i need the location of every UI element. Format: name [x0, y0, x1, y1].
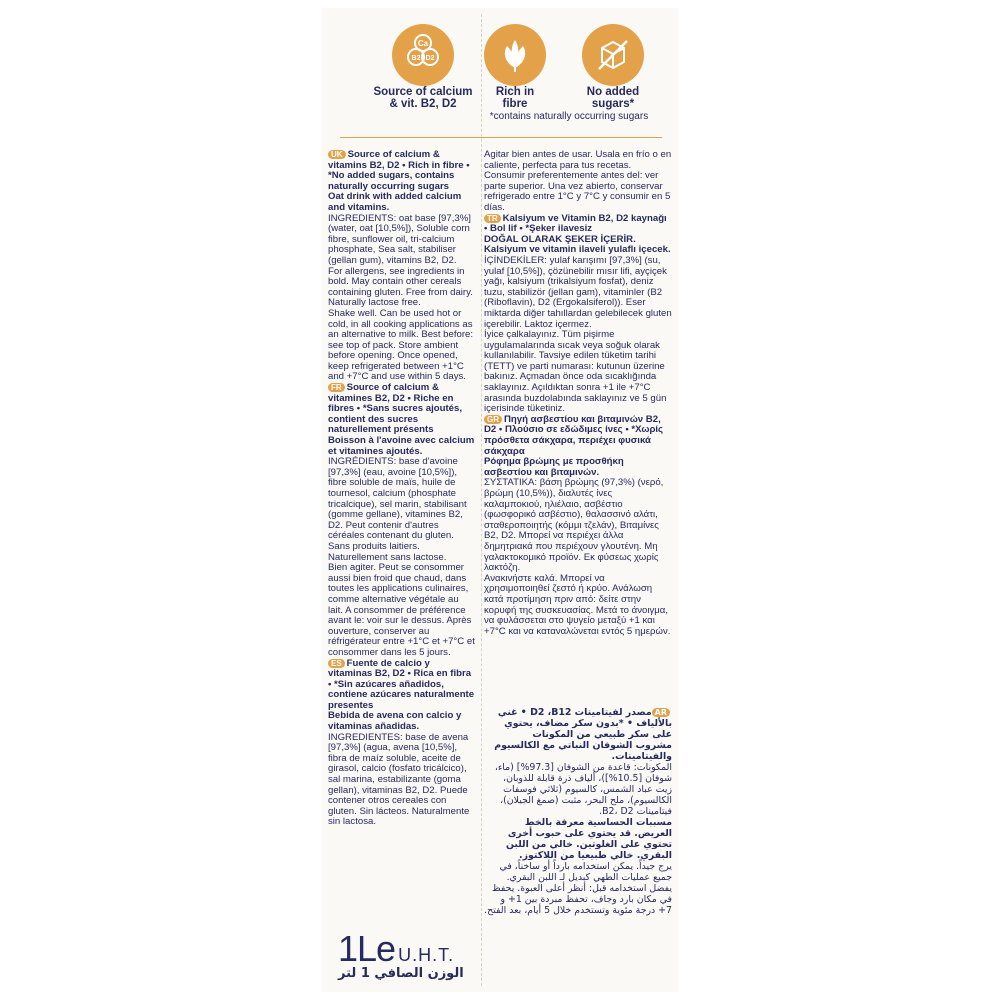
badge-b2-text: B2	[411, 55, 421, 62]
fr-ingredients: INGRÉDIENTS: base d'avoine [97,3%] (eau, avoine [10,5%]), fibre soluble de maïs, huile de tournesol, calcium (phosphate tricalcique), sel marin, stabilisant (gomme gellane), vitamines B2, D2. Peut contenir d'autres céréales contenant du gluten. Sans produits laitiers. Naturellement sans lactose.	[328, 456, 467, 563]
gr-usage: Ανακινήστε καλά. Μπορεί να χρησιμοποιηθεί ζεστό ή κρύο. Ανάλωση κατά προτίμηση πριν από: δείτε στην κορυφή της συσκευασίας. Μετά το άνοιγμα, να φυλάσσεται στο ψυγείο μεταξύ +1 και +7°C και να καταναλώνεται εντός 5 ημερών.	[484, 572, 671, 637]
fr-claims-text: Source of calcium & vitamines B2, D2 • Riche en fibres • *Sans sucres ajoutés, contient des sucres naturellement présents	[328, 382, 462, 436]
ar-product-name: مشروب الشوفان النباتي مع الكالسيوم والفيتامينات.	[494, 740, 672, 762]
badge-d2-text: D2	[425, 55, 435, 62]
volume-amount: 1L	[338, 928, 377, 969]
arabic-text-block	[484, 707, 672, 985]
no-added-sugar-icon	[582, 24, 644, 86]
estimated-sign: e	[376, 928, 396, 969]
claim-no-sugar-label: No added sugars*	[586, 86, 640, 110]
ar-allergens: مسببات الحساسية معرفة بالخط العريض. قد يحتوي على حبوب أخرى تحتوي على الغلوتين. خالي من اللبن البقري. خالي طبيعيا من اللاكتوز.	[505, 817, 672, 861]
volume-mark	[338, 928, 454, 970]
uk-usage: Shake well. Can be used hot or cold, in all cooking applications as an alternative to milk. Best before: see top of pack. Store ambient before opening. Once opened, keep refrigerated between +1°C and +7°C and use within 5 days.	[328, 307, 474, 383]
ar-claims	[484, 707, 672, 740]
uk-claims-text: Source of calcium & vitamins B2, D2 • Rich in fibre • *No added sugars, contains naturally occurring sugars	[328, 150, 470, 192]
tr-ingredients: İÇİNDEKİLER: yulaf karışımı [97,3%] (su, yulaf [10,5%]), çözünebilir mısır lifi, ayçiçek yağı, kalsiyum (trikalsiyum fosfat), deniz tuzu, stabilizör (jellan gam), vitaminler (B2 (Riboflavin), D2 (Ergokalsiferol)). Eser miktarda diğer tahıllardan gelebilecek gluten içerebilir. Laktoz içermez.	[484, 254, 672, 330]
ar-claims-text: مصدر لفيتامينات D2 ،B12 • غني بالألياف • *بدون سكر مضاف، يحتوي على سكر طبيعي من المكونات	[497, 707, 672, 740]
lang-badge-tr: TR	[484, 214, 501, 223]
claim-calcium-label: Source of calcium & vit. B2, D2	[373, 86, 473, 110]
lang-badge-es: ES	[328, 659, 345, 668]
lang-badge-ar: AR	[652, 708, 670, 717]
claim-fibre-label: Rich in fibre	[495, 86, 535, 110]
fr-product-name: Boisson à l'avoine avec calcium et vitamines ajoutés.	[328, 435, 475, 457]
es-product-name: Bebida de avena con calcio y vitaminas añadidas.	[328, 710, 462, 733]
uk-claims	[328, 150, 476, 192]
tr-product-name: DOĞAL OLARAK ŞEKER İÇERİR. Kalsiyum ve vitamin ilaveli yulaflı içecek.	[484, 233, 671, 256]
uk-ingredients: INGREDIENTS: oat base [97,3%] (water, oat [10,5%]), Soluble corn fibre, sunflower oil, tri-calcium phosphate, Sea salt, stabiliser (gellan gum), vitamins B2, D2.	[328, 212, 471, 266]
tr-claims	[484, 214, 672, 235]
gr-claims-text: Πηγή ασβεστίου και βιταμινών B2, D2 • Πλούσιο σε εδώδιμες ίνες • *Χωρίς πρόσθετα σάκχαρα, περιέχει φυσικά σάκχαρα	[484, 413, 664, 457]
es-ingredients: INGREDIENTES: base de avena [97,3%] (agua, avena [10,5%], fibra de maíz soluble, aceite de girasol, calcio (fosfato tricálcico), sal marina, estabilizante (goma gellan), vitaminas B2, D2. Puede contener otros cereales con gluten. Sin lácteos. Naturalmente sin lactosa.	[328, 731, 470, 828]
es-claims	[328, 659, 476, 712]
net-weight-arabic: الوزن الصافي 1 لتر	[338, 966, 464, 981]
es-claims-text: Fuente de calcio y vitaminas B2, D2 • Rica en fibra • *Sin azúcares añadidos, contiene azúcares naturalmente presentes	[328, 657, 475, 711]
uk-allergens: For allergens, see ingredients in bold. May contain other cereals containing gluten. Free from dairy. Naturally lactose free.	[328, 265, 473, 309]
left-text-column	[328, 150, 476, 925]
gr-ingredients: ΣΥΣΤΑΤΙΚΑ: βάση βρώμης (97,3%) (νερό, βρώμη (10,5%)), διαλυτές ίνες καλαμποκιού, ηλιέλαιο, ασβέστιο (φωσφορικό ασβέστιο), θαλασσινό αλάτι, σταθεροποιητής (κόμμι τζελάν), Βιταμίνες B2, D2. Μπορεί να περιέχει άλλα δημητριακά που περιέχουν γλουτένη. Μη γαλακτοκομικό προϊόν. Εκ φύσεως χωρίς λακτόζη.	[484, 477, 664, 574]
badge-ca-text: Ca	[417, 39, 429, 48]
tr-usage: İyice çalkalayınız. Tüm pişirme uygulamalarında sıcak veya soğuk olarak kullanılabilir. Tavsiye edilen tüketim tarihi (TETT) ve parti numarası: kutunun üzerine bakınız. Açmadan önce oda sıcaklığında saklayınız. Açıldıktan sonra +1 ile +7°C arasında buzdolabında saklayınız ve 5 gün içerisinde tüketiniz.	[484, 329, 667, 415]
gr-claims	[484, 415, 672, 457]
lang-badge-uk: UK	[328, 150, 346, 159]
es-usage: Agitar bien antes de usar. Úsala en frío o en caliente, perfecta para tus recetas. Consumir preferentemente antes del: ver parte superior. Una vez abierto, conservar refrigerado entre 1°C y 7°C y consumir en 5 días.	[484, 150, 672, 213]
lang-badge-fr: FR	[328, 383, 345, 392]
calcium-vitamin-icon	[392, 24, 454, 86]
lang-badge-gr: GR	[484, 415, 502, 424]
accent-divider	[340, 137, 662, 138]
uht-label: U.H.T.	[398, 945, 455, 965]
right-text-column	[484, 150, 672, 705]
fr-claims	[328, 383, 476, 436]
fold-line	[481, 14, 482, 986]
sugar-footnote: *contains naturally occurring sugars	[489, 111, 649, 122]
ar-ingredients: المكونات: قاعدة من الشوفان [97.3%] (ماء، شوفان [10.5%])، ألياف ذرة قابلة للذوبان، زيت عباد الشمس، كالسيوم (ثلاثي فوسفات الكالسيوم)، ملح البحر، مثبت (صمغ الجيلان)، فيتامينات B2، D2.	[494, 762, 672, 817]
uk-product-name: Oat drink with added calcium and vitamins.	[328, 191, 462, 213]
ar-usage: يرج جيداً. يمكن استخدامه بارداً أو ساخناً، في جميع عمليات الطهي كبديل لـ اللبن البقري. يفضل استخدامه قبل: أنظر أعلى العبوة. يحفظ في مكان بارد وجاف، تحفظ مبردة بين 1+ و 7+ درجة مئوية وتستخدم خلال 5 أيام، بعد الفتح.	[484, 861, 672, 916]
gr-product-name: Ρόφημα βρώμης με προσθήκη ασβεστίου και βιταμινών.	[484, 456, 624, 478]
fr-usage: Bien agiter. Peut se consommer aussi bien froid que chaud, dans toutes les applications culinaires, comme alternative végétale au lait. A consommer de préférence avant le: voir sur le dessus. Après ouverture, conserver au réfrigérateur entre +1°C et +7°C et consommer dans les 5 jours.	[328, 562, 475, 658]
fibre-icon	[484, 24, 546, 86]
tr-claims-text: Kalsiyum ve Vitamin B2, D2 kaynağı • Bol lif • *Şeker ilavesiz	[484, 212, 667, 235]
